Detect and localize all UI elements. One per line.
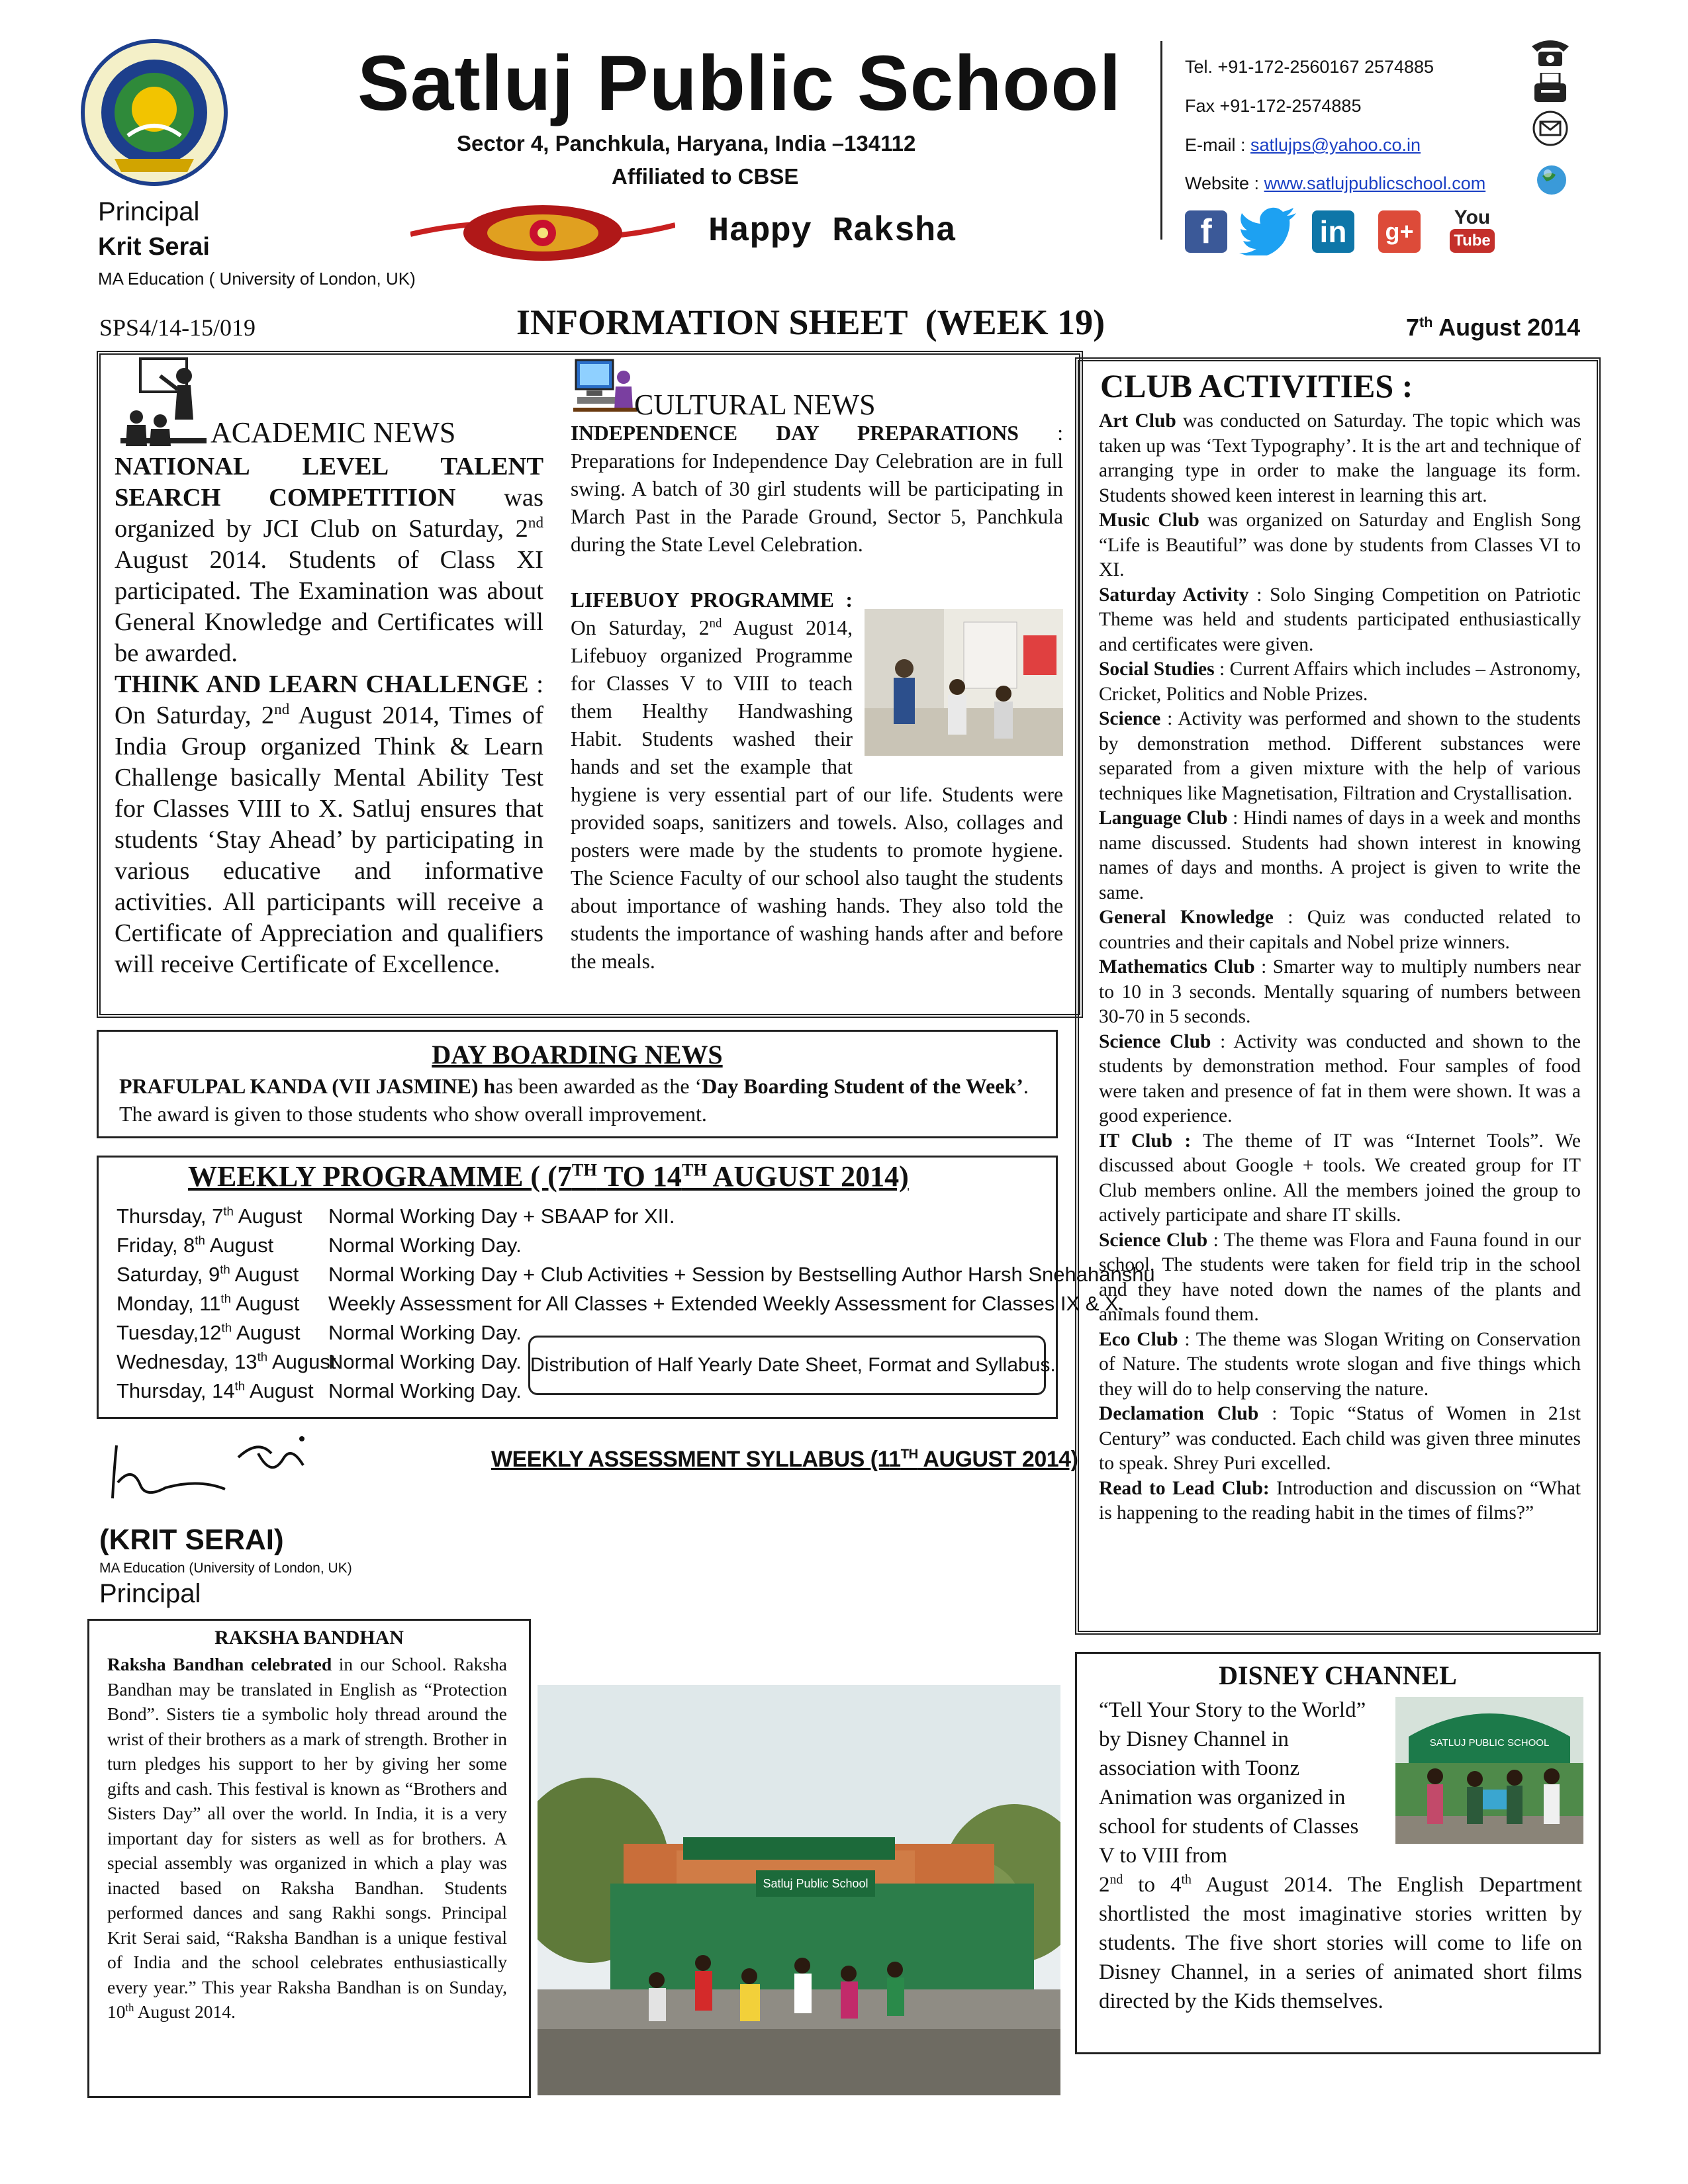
youtube-you-text: You xyxy=(1454,206,1491,228)
club-item xyxy=(1099,1402,1581,1477)
club-item xyxy=(1099,1328,1581,1402)
club-item xyxy=(1099,1477,1581,1526)
programme-day: Saturday, 9th August xyxy=(117,1262,299,1286)
programme-description: Normal Working Day. xyxy=(328,1379,522,1402)
rakhi-image xyxy=(410,196,675,270)
disney-body-top: “Tell Your Story to the World” by Disney Channel in association with Toonz Animation was organized in school for students of Classes V to VIII from xyxy=(1099,1698,1366,1868)
website-row xyxy=(1185,173,1485,194)
weekly-heading-pre: WEEKLY PROGRAMME ( (7 xyxy=(188,1160,572,1193)
academic-heading: ACADEMIC NEWS xyxy=(211,416,456,449)
day-boarding-student: PRAFULPAL KANDA (VII JASMINE) h xyxy=(119,1074,496,1098)
talent-search-article xyxy=(115,451,543,669)
day-boarding-body xyxy=(119,1072,1046,1128)
raksha-sup: th xyxy=(125,2001,134,2014)
lifebuoy-photo xyxy=(865,609,1063,756)
club-item-name: Saturday Activity xyxy=(1099,584,1249,606)
club-item xyxy=(1099,955,1581,1030)
sheet-date xyxy=(1406,314,1580,341)
disney-body-rest: August 2014. The English Department shortlisted the most imaginative stories written by students. The five short stories will come to life on Disney Channel, in a series of animated short films directed by the Kids themselves. xyxy=(1099,1873,1582,2013)
programme-description: Normal Working Day. xyxy=(328,1321,522,1344)
youtube-tube-text: Tube xyxy=(1450,229,1495,253)
independence-day-body: : Preparations for Independence Day Celebration are in full swing. A batch of 30 girl students will be participating in March Past in the Parade Ground, Sector 5, Panchkula during the State Level Celebration. xyxy=(571,422,1063,556)
date-suffix: th xyxy=(1419,314,1433,330)
think-learn-title: THINK AND LEARN CHALLENGE xyxy=(115,670,529,698)
programme-description: Normal Working Day. xyxy=(328,1234,522,1257)
club-item-name: Science Club xyxy=(1099,1229,1208,1251)
club-activities-heading xyxy=(1100,367,1413,405)
club-item-name: Science Club xyxy=(1099,1030,1211,1052)
teacher-clipart xyxy=(120,356,207,449)
globe-icon xyxy=(1536,164,1568,196)
phone-icon xyxy=(1529,37,1571,68)
disney-banner-text: SATLUJ PUBLIC SCHOOL xyxy=(1429,1737,1550,1749)
weekly-heading-sup1: TH xyxy=(571,1160,597,1180)
club-item-name: Science xyxy=(1099,708,1161,729)
principal-name: Krit Serai xyxy=(98,233,210,261)
club-item xyxy=(1099,1228,1581,1328)
club-list xyxy=(1099,409,1581,1526)
club-item xyxy=(1099,1030,1581,1129)
club-item-name: Art Club xyxy=(1099,410,1176,432)
date-month-year: August 2014 xyxy=(1432,314,1581,341)
linkedin-icon[interactable]: in xyxy=(1312,210,1354,253)
weekly-heading-sup2: TH xyxy=(681,1160,707,1180)
sheet-title: INFORMATION SHEET (WEEK 19) xyxy=(516,302,1105,342)
stage-banner-text: Satluj Public School xyxy=(763,1877,868,1890)
raksha-bandhan-body xyxy=(107,1652,507,2025)
think-learn-body-a: : On Saturday, 2 xyxy=(115,670,543,729)
youtube-icon[interactable] xyxy=(1450,206,1495,257)
club-item xyxy=(1099,657,1581,707)
club-item-name: Eco Club xyxy=(1099,1328,1178,1350)
lifebuoy-body-c: that hygiene is very essential part of our life. Students were provided soaps, sanitizers and towels. Also, collages and posters were made by the students to promote hygiene. The Science Faculty of our school also taught the students about importance of washing hands. They also told the students the importance of washing hands after and before the meals. xyxy=(571,755,1063,973)
cultural-heading: CULTURAL NEWS xyxy=(634,388,876,421)
club-item-name: Mathematics Club xyxy=(1099,956,1255,978)
weekly-heading-post: AUGUST 2014) xyxy=(707,1160,909,1193)
talent-search-body-a: was organized by JCI Club on Saturday, 2 xyxy=(115,484,543,543)
independence-day-article xyxy=(571,420,1063,559)
half-yearly-note: Distribution of Half Yearly Date Sheet, Format and Syllabus. xyxy=(528,1336,1046,1395)
googleplus-icon[interactable]: g+ xyxy=(1378,210,1421,253)
club-item-text: Introduction and discussion on “What is happening to the reading habit in the times of films?” xyxy=(1099,1477,1581,1524)
lifebuoy-article xyxy=(571,586,1063,976)
club-item-text: : The theme was Slogan Writing on Conservation of Nature. The students wrote slogan and five things which they will do to help conserving the nature. xyxy=(1099,1328,1581,1400)
computer-clipart xyxy=(573,357,637,413)
mail-icon xyxy=(1532,110,1569,147)
school-name: Satluj Public School xyxy=(357,40,1122,127)
school-affiliation: Affiliated to CBSE xyxy=(612,164,799,189)
telephone-text: Tel. +91-172-2560167 2574885 xyxy=(1185,57,1434,77)
club-item-text: : The theme was Flora and Fauna found in our school. The students were taken for field trip in the school and they have noted down the names of the plants and animals found them. xyxy=(1099,1229,1581,1325)
club-item xyxy=(1099,707,1581,806)
talent-search-title: NATIONAL LEVEL TALENT SEARCH COMPETITION xyxy=(115,453,543,512)
talent-search-body-b: August 2014. Students of Class XI participated. The Examination was about General Knowledge and Certificates will be awarded. xyxy=(115,546,543,667)
club-item-text: : Activity was performed and shown to the students by demonstration method. Different substances were separated from a given mixture with the help of various techniques like Magnetisation, Filtration and Crystallisation. xyxy=(1099,708,1581,804)
raksha-greeting: Happy Raksha xyxy=(708,212,957,251)
club-item-text: : Quiz was conducted related to countries and their capitals and Nobel prize winners. xyxy=(1099,907,1581,953)
disney-date-b: to 4 xyxy=(1123,1873,1182,1897)
club-item-text: was conducted on Saturday. The topic which was taken up was ‘Text Typography’. It is the art and technique of arranging type in order to make the language its form. Students showed keen interest in learning this art. xyxy=(1099,410,1581,506)
principal-label: Principal xyxy=(98,197,200,226)
lifebuoy-body-b: August 2014, Lifebuoy organized Programme for Classes V to VIII to teach them Healthy Handwashing Habit. Students washed their hands and set the example xyxy=(571,616,853,778)
raksha-body-b: August 2014. xyxy=(134,2001,236,2022)
day-boarding-heading: DAY BOARDING NEWS xyxy=(432,1040,723,1069)
think-learn-sup: nd xyxy=(274,700,290,718)
disney-sup-1: nd xyxy=(1109,1872,1123,1887)
club-item-text: : Current Affairs which includes – Astronomy, Cricket, Politics and Noble Prizes. xyxy=(1099,659,1581,705)
club-item xyxy=(1099,1129,1581,1228)
programme-description: Normal Working Day + Club Activities + Session by Bestselling Author Harsh Snehahanshu xyxy=(328,1263,1155,1286)
weekly-heading-mid: TO 14 xyxy=(596,1160,682,1193)
disney-event-photo xyxy=(1395,1697,1583,1844)
school-logo xyxy=(78,36,230,189)
disney-body-bottom xyxy=(1099,1870,1582,2016)
disney-sup-2: th xyxy=(1181,1872,1192,1887)
assessment-sup: TH xyxy=(900,1447,918,1462)
club-item xyxy=(1099,583,1581,658)
programme-day: Monday, 11th August xyxy=(117,1291,300,1315)
club-heading-colon: : xyxy=(1393,367,1413,404)
programme-description: Normal Working Day. xyxy=(328,1350,522,1373)
club-item-name: Social Studies xyxy=(1099,659,1215,680)
think-learn-article xyxy=(115,669,543,980)
weekly-programme-heading xyxy=(188,1160,909,1193)
club-item-text: : Hindi names of days in a week and months name discussed. Students had shown interest in knowing names of days and months. A project is given to write the same. xyxy=(1099,807,1581,903)
club-item xyxy=(1099,409,1581,508)
club-heading-text: CLUB ACTIVITIES xyxy=(1100,367,1394,404)
club-item xyxy=(1099,905,1581,955)
programme-description: Weekly Assessment for All Classes + Extended Weekly Assessment for Classes IX & X. xyxy=(328,1292,1125,1315)
day-boarding-award: Day Boarding Student of the Week’ xyxy=(702,1074,1023,1098)
signatory-title: Principal xyxy=(99,1579,201,1608)
disney-channel-heading: DISNEY CHANNEL xyxy=(1219,1661,1457,1690)
header-divider xyxy=(1160,41,1162,240)
disney-date-a: 2 xyxy=(1099,1873,1110,1897)
principal-signature xyxy=(106,1419,318,1518)
school-address: Sector 4, Panchkula, Haryana, India –134112 xyxy=(457,131,916,156)
signatory-name: (KRIT SERAI) xyxy=(99,1524,284,1556)
twitter-icon[interactable] xyxy=(1239,206,1299,255)
lifebuoy-body-a: On Saturday, 2 xyxy=(571,616,710,639)
club-item xyxy=(1099,508,1581,583)
assessment-post: AUGUST 2014) xyxy=(917,1447,1078,1472)
email-link[interactable]: satlujps@yahoo.co.in xyxy=(1250,135,1421,155)
fax-text: Fax +91-172-2574885 xyxy=(1185,96,1362,116)
club-item-name: IT Club : xyxy=(1099,1130,1192,1152)
assessment-syllabus-heading xyxy=(491,1447,1078,1473)
club-item-text: : Topic “Status of Women in 21st Century” was conducted. Each child was given three minutes to speak. Shrey Puri excelled. xyxy=(1099,1403,1581,1474)
club-item-text: : Solo Singing Competition on Patriotic Theme was held and students participated enthusiastically and certificates were given. xyxy=(1099,584,1581,655)
day-boarding-rest: . The award is given to those students who show overall improvement. xyxy=(119,1074,1029,1126)
assessment-pre: WEEKLY ASSESSMENT SYLLABUS (11 xyxy=(491,1447,901,1472)
club-item-name: Music Club xyxy=(1099,510,1199,531)
fax-icon xyxy=(1533,73,1568,105)
website-label: Website : xyxy=(1185,173,1264,193)
website-link[interactable]: www.satlujpublicschool.com xyxy=(1264,173,1486,193)
raksha-body-a: in our School. Raksha Bandhan may be translated in English as “Protection Bond”. Sisters tie a symbolic holy thread around the wrist of their brothers as a mark of strength. Brother in turn pledges his support to her by giving her some gifts and cash. This festival is known as “Brothers and Sisters Day” all over the world. In India, it is a very important day for sisters as well as for brothers. A special assembly was organized in which a play was inacted based on Raksha Bandhan. Students performed dances and sang Rakhi songs. Principal Krit Serai said, “Raksha Bandhan is a unique festival of India and the school celebrates enthusiastically every year.” This year Raksha Bandhan is on Sunday, 10 xyxy=(107,1654,507,2022)
club-item-text: : Smarter way to multiply numbers near to 10 in 3 seconds. Mentally squaring of numbers between 30-70 in 5 seconds. xyxy=(1099,956,1581,1027)
raksha-lead: Raksha Bandhan celebrated xyxy=(107,1654,332,1674)
cultural-column-top xyxy=(571,420,1063,559)
principal-qualification: MA Education ( University of London, UK) xyxy=(98,269,416,289)
reference-number: SPS4/14-15/019 xyxy=(99,314,256,341)
think-learn-body-b: August 2014, Times of India Group organized Think & Learn Challenge basically Mental Ability Test for Classes VIII to X. Satluj ensures that students ‘Stay Ahead’ by participating in various educative and informative activities. All participants will receive a Certificate of Appreciation and qualifiers will receive Certificate of Excellence. xyxy=(115,702,543,978)
programme-day: Thursday, 14th August xyxy=(117,1379,314,1402)
club-item-name: General Knowledge xyxy=(1099,907,1274,928)
raksha-bandhan-heading: RAKSHA BANDHAN xyxy=(214,1627,404,1649)
club-item-text: : Activity was conducted and shown to the students by demonstration method. Four samples of food were taken and presence of fat in them were shown. It was a good experience. xyxy=(1099,1030,1581,1126)
programme-day: Tuesday,12th August xyxy=(117,1320,301,1344)
day-boarding-mid: as been awarded as the ‘ xyxy=(495,1074,702,1098)
programme-day: Friday, 8th August xyxy=(117,1233,274,1257)
club-item-text: was organized on Saturday and English Song “Life is Beautiful” was done by students from Classes VI to XI. xyxy=(1099,510,1581,580)
date-day: 7 xyxy=(1406,314,1420,341)
independence-day-title: INDEPENDENCE DAY PREPARATIONS xyxy=(571,422,1019,445)
lifebuoy-sup: nd xyxy=(709,616,722,631)
email-row xyxy=(1185,135,1421,156)
club-item-name: Read to Lead Club: xyxy=(1099,1477,1270,1499)
programme-description: Normal Working Day + SBAAP for XII. xyxy=(328,1205,675,1228)
raksha-stage-photo xyxy=(538,1685,1060,2095)
lifebuoy-title: LIFEBUOY PROGRAMME : xyxy=(571,588,853,612)
academic-column xyxy=(115,451,543,980)
programme-day: Thursday, 7th August xyxy=(117,1204,303,1228)
email-label: E-mail : xyxy=(1185,135,1251,155)
club-item xyxy=(1099,806,1581,905)
club-item-name: Declamation Club xyxy=(1099,1403,1259,1424)
facebook-icon[interactable]: f xyxy=(1185,210,1227,253)
talent-search-sup: nd xyxy=(528,514,543,531)
signatory-qualification: MA Education (University of London, UK) xyxy=(99,1561,352,1576)
club-item-name: Language Club xyxy=(1099,807,1228,829)
club-item-text: The theme of IT was “Internet Tools”. We discussed about Google + tools. We created group for IT Club members online. All the members joined the group to actively participate and share IT skills. xyxy=(1099,1130,1581,1226)
programme-day: Wednesday, 13th August xyxy=(117,1349,336,1373)
